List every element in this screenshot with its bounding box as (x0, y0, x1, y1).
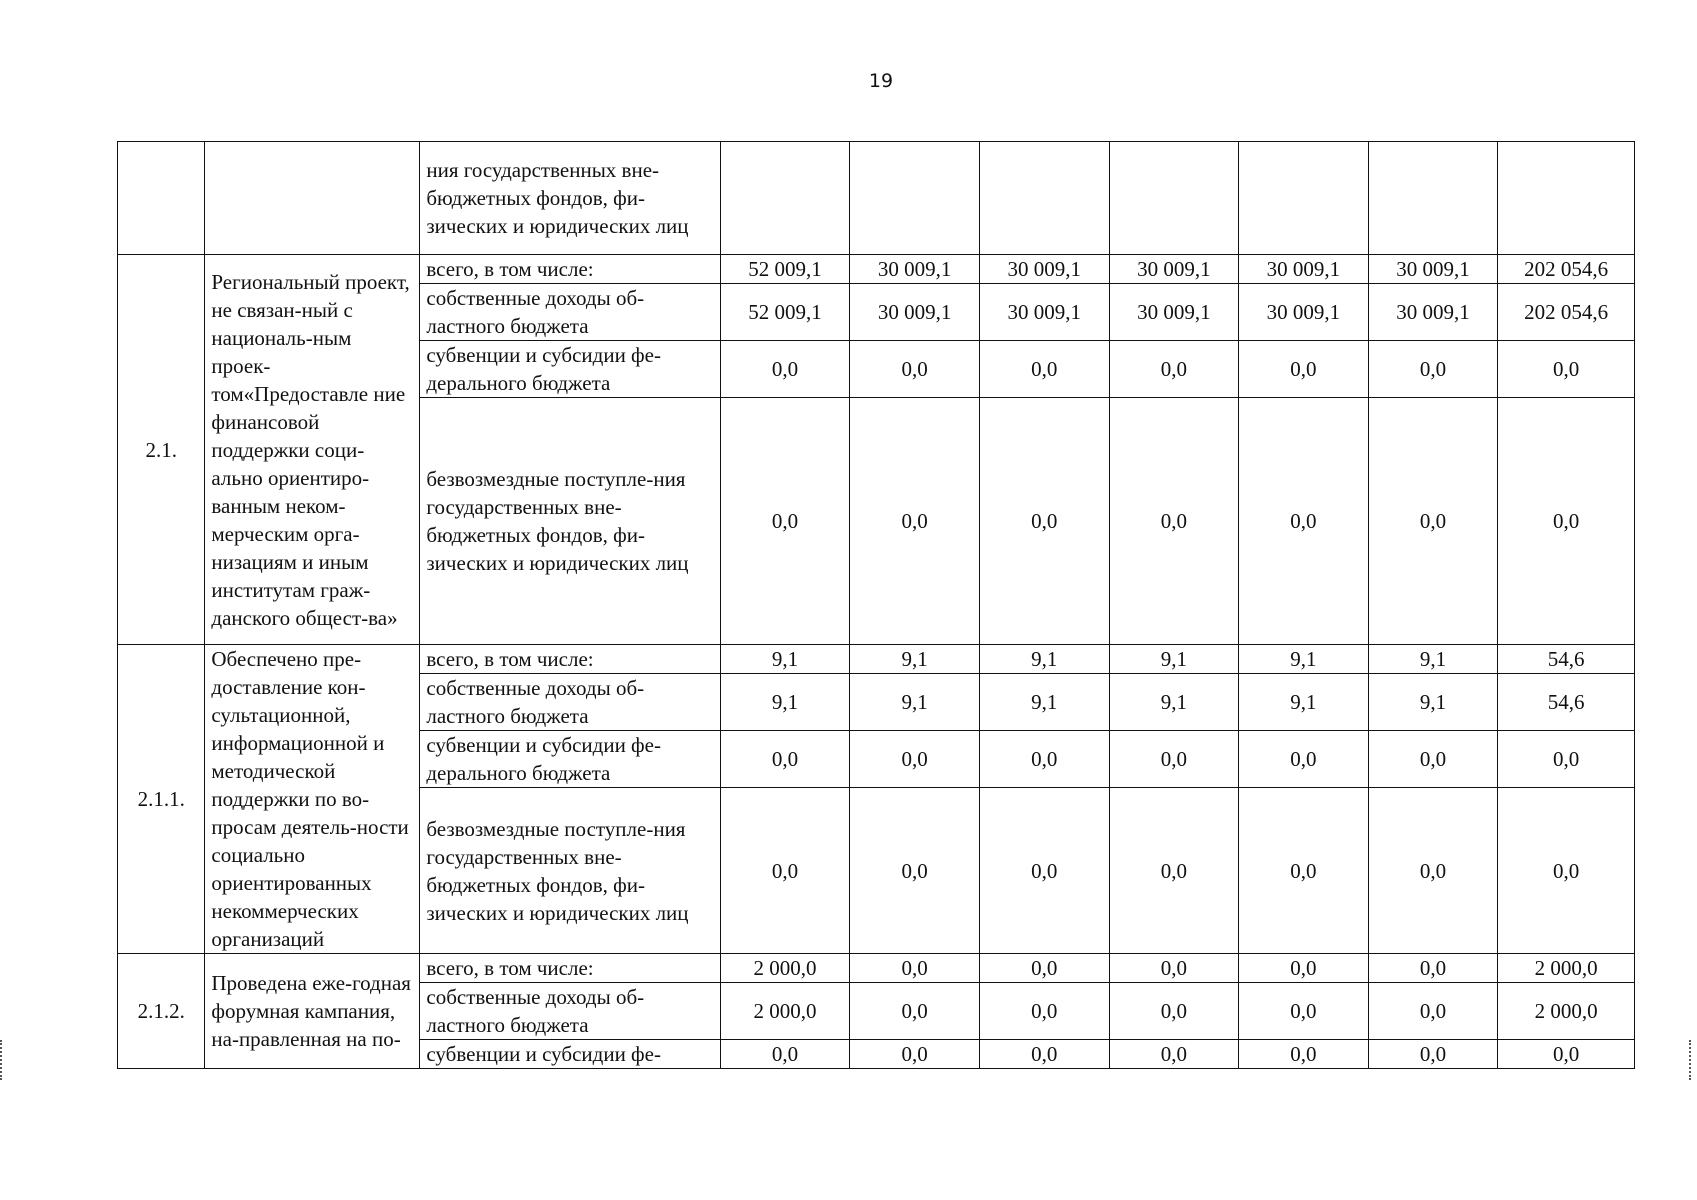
year-value-cell: 0,0 (850, 1040, 980, 1069)
section-title: Региональный проект, не связан-ный с националь-ным проек-том«Предоставле ние финансовой поддержки соци-ально ориентиро-ванным неком-мерческим орга-низациям и иным институтам граж-данского общест-ва» (205, 255, 420, 645)
funding-source-cell: субвенции и субсидии фе-дерального бюджета (420, 731, 720, 788)
year-value-cell: 30 009,1 (1239, 284, 1369, 341)
cell-empty (1498, 142, 1635, 255)
year-value-cell: 0,0 (979, 954, 1109, 983)
year-value-cell: 30 009,1 (1109, 284, 1239, 341)
funding-source-cell: собственные доходы об-ластного бюджета (420, 983, 720, 1040)
year-value-cell: 0,0 (979, 341, 1109, 398)
funding-source-cell: собственные доходы об-ластного бюджета (420, 284, 720, 341)
scan-mark-right (1689, 1040, 1697, 1080)
section-title: Проведена еже-годная форумная кампания, на-правленная на по- (205, 954, 420, 1069)
year-value-cell: 0,0 (850, 983, 980, 1040)
year-value-cell: 30 009,1 (1239, 255, 1369, 284)
year-value-cell: 0,0 (1109, 1040, 1239, 1069)
year-value-cell: 0,0 (850, 398, 980, 645)
total-value-cell: 0,0 (1498, 1040, 1635, 1069)
section-number: 2.1. (118, 255, 205, 645)
year-value-cell: 9,1 (720, 645, 850, 674)
year-value-cell: 0,0 (720, 788, 850, 954)
funding-source-cell: всего, в том числе: (420, 255, 720, 284)
year-value-cell: 0,0 (1368, 1040, 1498, 1069)
table-row (118, 645, 1635, 674)
year-value-cell: 30 009,1 (850, 284, 980, 341)
total-value-cell: 54,6 (1498, 674, 1635, 731)
year-value-cell: 0,0 (1109, 954, 1239, 983)
year-value-cell: 0,0 (850, 731, 980, 788)
year-value-cell: 0,0 (1368, 398, 1498, 645)
year-value-cell: 0,0 (1368, 788, 1498, 954)
year-value-cell: 0,0 (1239, 1040, 1369, 1069)
total-value-cell: 54,6 (1498, 645, 1635, 674)
year-value-cell: 0,0 (1109, 731, 1239, 788)
total-value-cell: 202 054,6 (1498, 255, 1635, 284)
year-value-cell: 0,0 (1239, 341, 1369, 398)
year-value-cell: 0,0 (720, 1040, 850, 1069)
cell-empty (118, 142, 205, 255)
funding-source-cell: всего, в том числе: (420, 645, 720, 674)
year-value-cell: 30 009,1 (1109, 255, 1239, 284)
year-value-cell: 0,0 (850, 341, 980, 398)
total-value-cell: 0,0 (1498, 398, 1635, 645)
year-value-cell: 0,0 (1239, 983, 1369, 1040)
year-value-cell: 30 009,1 (850, 255, 980, 284)
year-value-cell: 9,1 (1239, 674, 1369, 731)
funding-source-cell: субвенции и субсидии фе-дерального бюджета (420, 341, 720, 398)
year-value-cell: 0,0 (1109, 788, 1239, 954)
funding-source-cell: ния государственных вне-бюджетных фондов, фи-зических и юридических лиц (420, 142, 720, 255)
year-value-cell: 30 009,1 (979, 255, 1109, 284)
year-value-cell: 9,1 (1368, 645, 1498, 674)
year-value-cell: 9,1 (1239, 645, 1369, 674)
year-value-cell: 2 000,0 (720, 983, 850, 1040)
year-value-cell: 9,1 (850, 674, 980, 731)
year-value-cell: 9,1 (1109, 674, 1239, 731)
table-row (118, 954, 1635, 983)
year-value-cell: 30 009,1 (979, 284, 1109, 341)
year-value-cell: 0,0 (1109, 983, 1239, 1040)
section-number: 2.1.2. (118, 954, 205, 1069)
year-value-cell: 0,0 (1368, 731, 1498, 788)
total-value-cell: 0,0 (1498, 788, 1635, 954)
year-value-cell: 9,1 (720, 674, 850, 731)
cell-empty (720, 142, 850, 255)
cell-empty (850, 142, 980, 255)
funding-source-cell: безвозмездные поступле-ния государственных вне-бюджетных фондов, фи-зических и юридических лиц (420, 398, 720, 645)
funding-source-cell: всего, в том числе: (420, 954, 720, 983)
year-value-cell: 0,0 (720, 731, 850, 788)
budget-table (117, 141, 1635, 1069)
year-value-cell: 9,1 (979, 645, 1109, 674)
year-value-cell: 9,1 (1368, 674, 1498, 731)
cell-empty (1109, 142, 1239, 255)
year-value-cell: 0,0 (979, 983, 1109, 1040)
total-value-cell: 0,0 (1498, 341, 1635, 398)
year-value-cell: 52 009,1 (720, 284, 850, 341)
year-value-cell: 0,0 (1109, 341, 1239, 398)
year-value-cell: 0,0 (1368, 341, 1498, 398)
year-value-cell: 0,0 (1368, 983, 1498, 1040)
year-value-cell: 0,0 (1239, 954, 1369, 983)
page-number: 19 (868, 70, 894, 92)
year-value-cell: 0,0 (720, 341, 850, 398)
total-value-cell: 2 000,0 (1498, 954, 1635, 983)
scan-mark-left (0, 1040, 8, 1080)
year-value-cell: 9,1 (1109, 645, 1239, 674)
year-value-cell: 0,0 (979, 398, 1109, 645)
cell-empty (979, 142, 1109, 255)
year-value-cell: 52 009,1 (720, 255, 850, 284)
year-value-cell: 0,0 (1239, 731, 1369, 788)
year-value-cell: 0,0 (720, 398, 850, 645)
year-value-cell: 9,1 (850, 645, 980, 674)
year-value-cell: 0,0 (1109, 398, 1239, 645)
cell-empty (205, 142, 420, 255)
cell-empty (1368, 142, 1498, 255)
funding-source-cell: безвозмездные поступле-ния государственных вне-бюджетных фондов, фи-зических и юридических лиц (420, 788, 720, 954)
year-value-cell: 0,0 (1239, 398, 1369, 645)
year-value-cell: 30 009,1 (1368, 255, 1498, 284)
year-value-cell: 0,0 (850, 954, 980, 983)
year-value-cell: 30 009,1 (1368, 284, 1498, 341)
total-value-cell: 2 000,0 (1498, 983, 1635, 1040)
total-value-cell: 202 054,6 (1498, 284, 1635, 341)
section-number: 2.1.1. (118, 645, 205, 954)
funding-source-cell: субвенции и субсидии фе- (420, 1040, 720, 1069)
year-value-cell: 0,0 (850, 788, 980, 954)
year-value-cell: 0,0 (1239, 788, 1369, 954)
continuation-row (118, 142, 1635, 255)
cell-empty (1239, 142, 1369, 255)
year-value-cell: 9,1 (979, 674, 1109, 731)
year-value-cell: 2 000,0 (720, 954, 850, 983)
year-value-cell: 0,0 (1368, 954, 1498, 983)
year-value-cell: 0,0 (979, 731, 1109, 788)
year-value-cell: 0,0 (979, 1040, 1109, 1069)
table-row (118, 255, 1635, 284)
section-title: Обеспечено пре-доставление кон-сультационной, информационной и методической поддержки по во-просам деятель-ности социально ориентированных некоммерческих организаций (205, 645, 420, 954)
funding-source-cell: собственные доходы об-ластного бюджета (420, 674, 720, 731)
year-value-cell: 0,0 (979, 788, 1109, 954)
total-value-cell: 0,0 (1498, 731, 1635, 788)
